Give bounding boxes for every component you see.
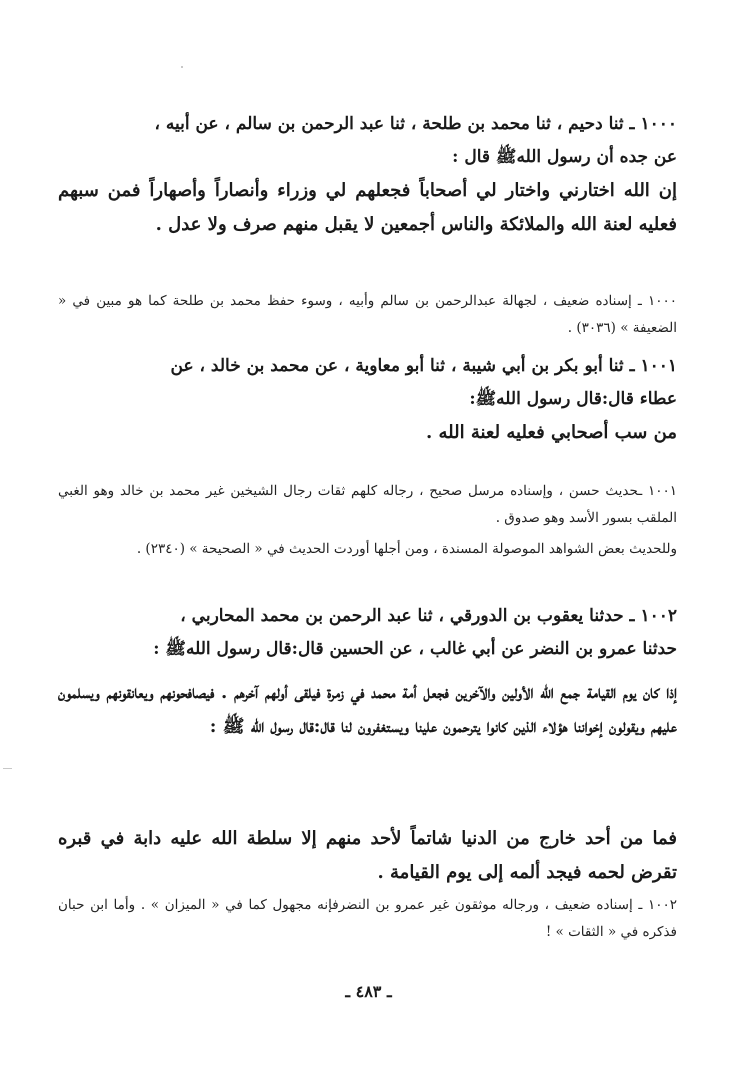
note-1001a-text: ١٠٠١ ـحديث حسن ، وإسناده مرسل صحيح ، رجاله كلهم ثقات رجال الشيخين غير محمد بن خالد وهو الغبي الملقب بسور الأسد وهو صدوق . [58, 483, 677, 526]
hadith-1001 [58, 416, 677, 450]
hadith-1000-text: إن الله اختارني واختار لي أصحاباً فجعلهم لي وزراء وأنصاراً وأصهاراً فمن سبهم فعليه لعنة الله والملائكة والناس أجمعين لا يقبل منهم صرف ولا عدل . [58, 180, 677, 235]
narration-1000 [58, 108, 677, 174]
hadith-1002-part1 [58, 676, 677, 744]
narration-1000-line1: ١٠٠٠ ـ ثنا دحيم ، ثنا محمد بن طلحة ، ثنا عبد الرحمن بن سالم ، عن أبيه ، [154, 114, 677, 134]
page-number: ـ ٤٨٣ ـ [345, 982, 392, 1001]
note-1000-text: ١٠٠٠ ـ إسناده ضعيف ، لجهالة عبدالرحمن بن سالم وأبيه ، وسوء حفظ محمد بن طلحة كما هو مبين في « الضعيفة » (٣٠٣٦) . [58, 293, 677, 336]
narration-1000-line2: عن جده أن رسول اللهﷺ قال : [452, 147, 677, 167]
note-1001b-text: وللحديث بعض الشواهد الموصولة المسندة ، ومن أجلها أوردت الحديث في « الصحيحة » (٢٣٤٠) . [136, 541, 677, 557]
scan-speck [181, 66, 183, 68]
narration-1001-line1: ١٠٠١ ـ ثنا أبو بكر بن أبي شيبة ، ثنا أبو معاوية ، عن محمد بن خالد ، عن [170, 356, 677, 376]
hadith-1002-part2 [58, 822, 677, 890]
narration-1002-line2: حدثنا عمرو بن النضر عن أبي غالب ، عن الحسين قال:قال رسول اللهﷺ : [153, 639, 677, 659]
note-1000 [58, 288, 677, 342]
narration-1002-line1: ١٠٠٢ ـ حدثنا يعقوب بن الدورقي ، ثنا عبد الرحمن بن محمد المحاربي ، [180, 606, 677, 626]
note-1002-text: ١٠٠٢ ـ إسناده ضعيف ، ورجاله موثقون غير عمرو بن النضرفإنه مجهول كما في « الميزان » . وأما ابن حبان فذكره في « الثقات » ! [58, 897, 677, 940]
narration-1001-line2: عطاء قال:قال رسول اللهﷺ: [469, 389, 677, 409]
note-1002 [58, 892, 677, 946]
note-1001b [58, 536, 677, 563]
narration-1002 [58, 600, 677, 666]
hadith-1002-part1-text: إذا كان يوم القيامة جمع الله الأولين والآخرين فجعل أمة محمد في زمرة فيلقى أولهم آخرهم . فيصافحونهم ويعانقونهم ويسلمون عليهم ويقولون إخواننا هؤلاء الذين كانوا يترحمون علينا ويستغفرون لنا قال:قال رسول الله ﷺ : [58, 682, 677, 737]
hadith-1000 [58, 174, 677, 242]
note-1001a [58, 478, 677, 532]
hadith-1002-part2-text: فما من أحد خارج من الدنيا شاتماً لأحد منهم إلا سلطة الله عليه دابة في قبره تقرض لحمه فيجد ألمه إلى يوم القيامة . [58, 828, 677, 883]
hadith-1001-text: من سب أصحابي فعليه لعنة الله . [425, 422, 677, 443]
scan-speck [3, 768, 12, 769]
narration-1001 [58, 350, 677, 416]
